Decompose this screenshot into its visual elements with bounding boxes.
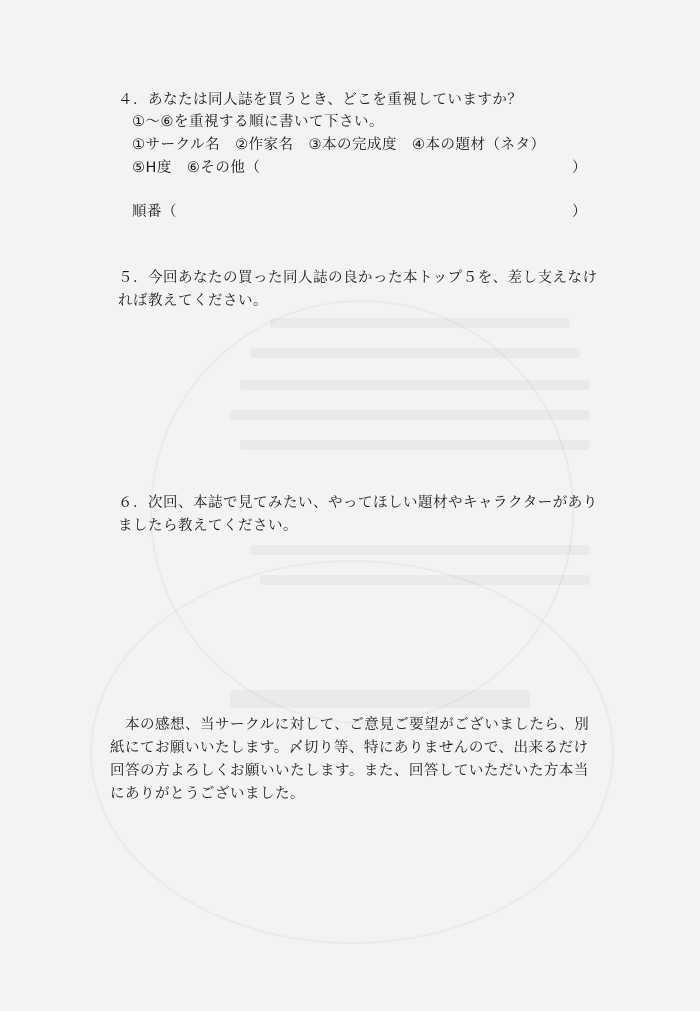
bleed-through-text — [240, 440, 590, 450]
bleed-through-text — [270, 318, 570, 328]
closing-line4: にありがとうございました。 — [110, 786, 305, 802]
q4-instruction: ①～⑥を重視する順に書いて下さい。 — [132, 114, 384, 130]
closing-line3: 回答の方よろしくお願いいたします。また、回答していただいた方本当 — [110, 763, 589, 779]
bleed-through-text — [230, 690, 530, 708]
q4-options-line2: ⑤H度 ⑥その他（ — [132, 160, 261, 176]
q4-order-label[interactable]: 順番（ — [132, 204, 177, 220]
bleed-through-text — [250, 348, 580, 358]
q6-line1: ６．次回、本誌で見てみたい、やってほしい題材やキャラクターがあり — [118, 495, 598, 511]
q4-options-line1: ①サークル名 ②作家名 ③本の完成度 ④本の題材（ネタ） — [132, 137, 546, 153]
q5-line1: ５．今回あなたの買った同人誌の良かった本トップ５を、差し支えなけ — [118, 270, 598, 286]
q4-other-close-paren: ） — [572, 160, 587, 176]
bleed-through-text — [240, 380, 590, 390]
closing-line2: 紙にてお願いいたします。〆切り等、特にありませんので、出来るだけ — [110, 740, 589, 756]
closing-line1: 本の感想、当サークルに対して、ご意見ご要望がございましたら、別 — [110, 717, 590, 733]
bleed-through-text — [230, 410, 590, 420]
bleed-through-text — [250, 545, 590, 555]
bleed-through-text — [260, 575, 590, 585]
q6-line2: ましたら教えてください。 — [118, 518, 298, 534]
q4-title: ４．あなたは同人誌を買うとき、どこを重視していますか？ — [118, 92, 523, 108]
q4-order-close-paren: ） — [572, 204, 587, 220]
q5-line2: れば教えてください。 — [118, 293, 268, 309]
